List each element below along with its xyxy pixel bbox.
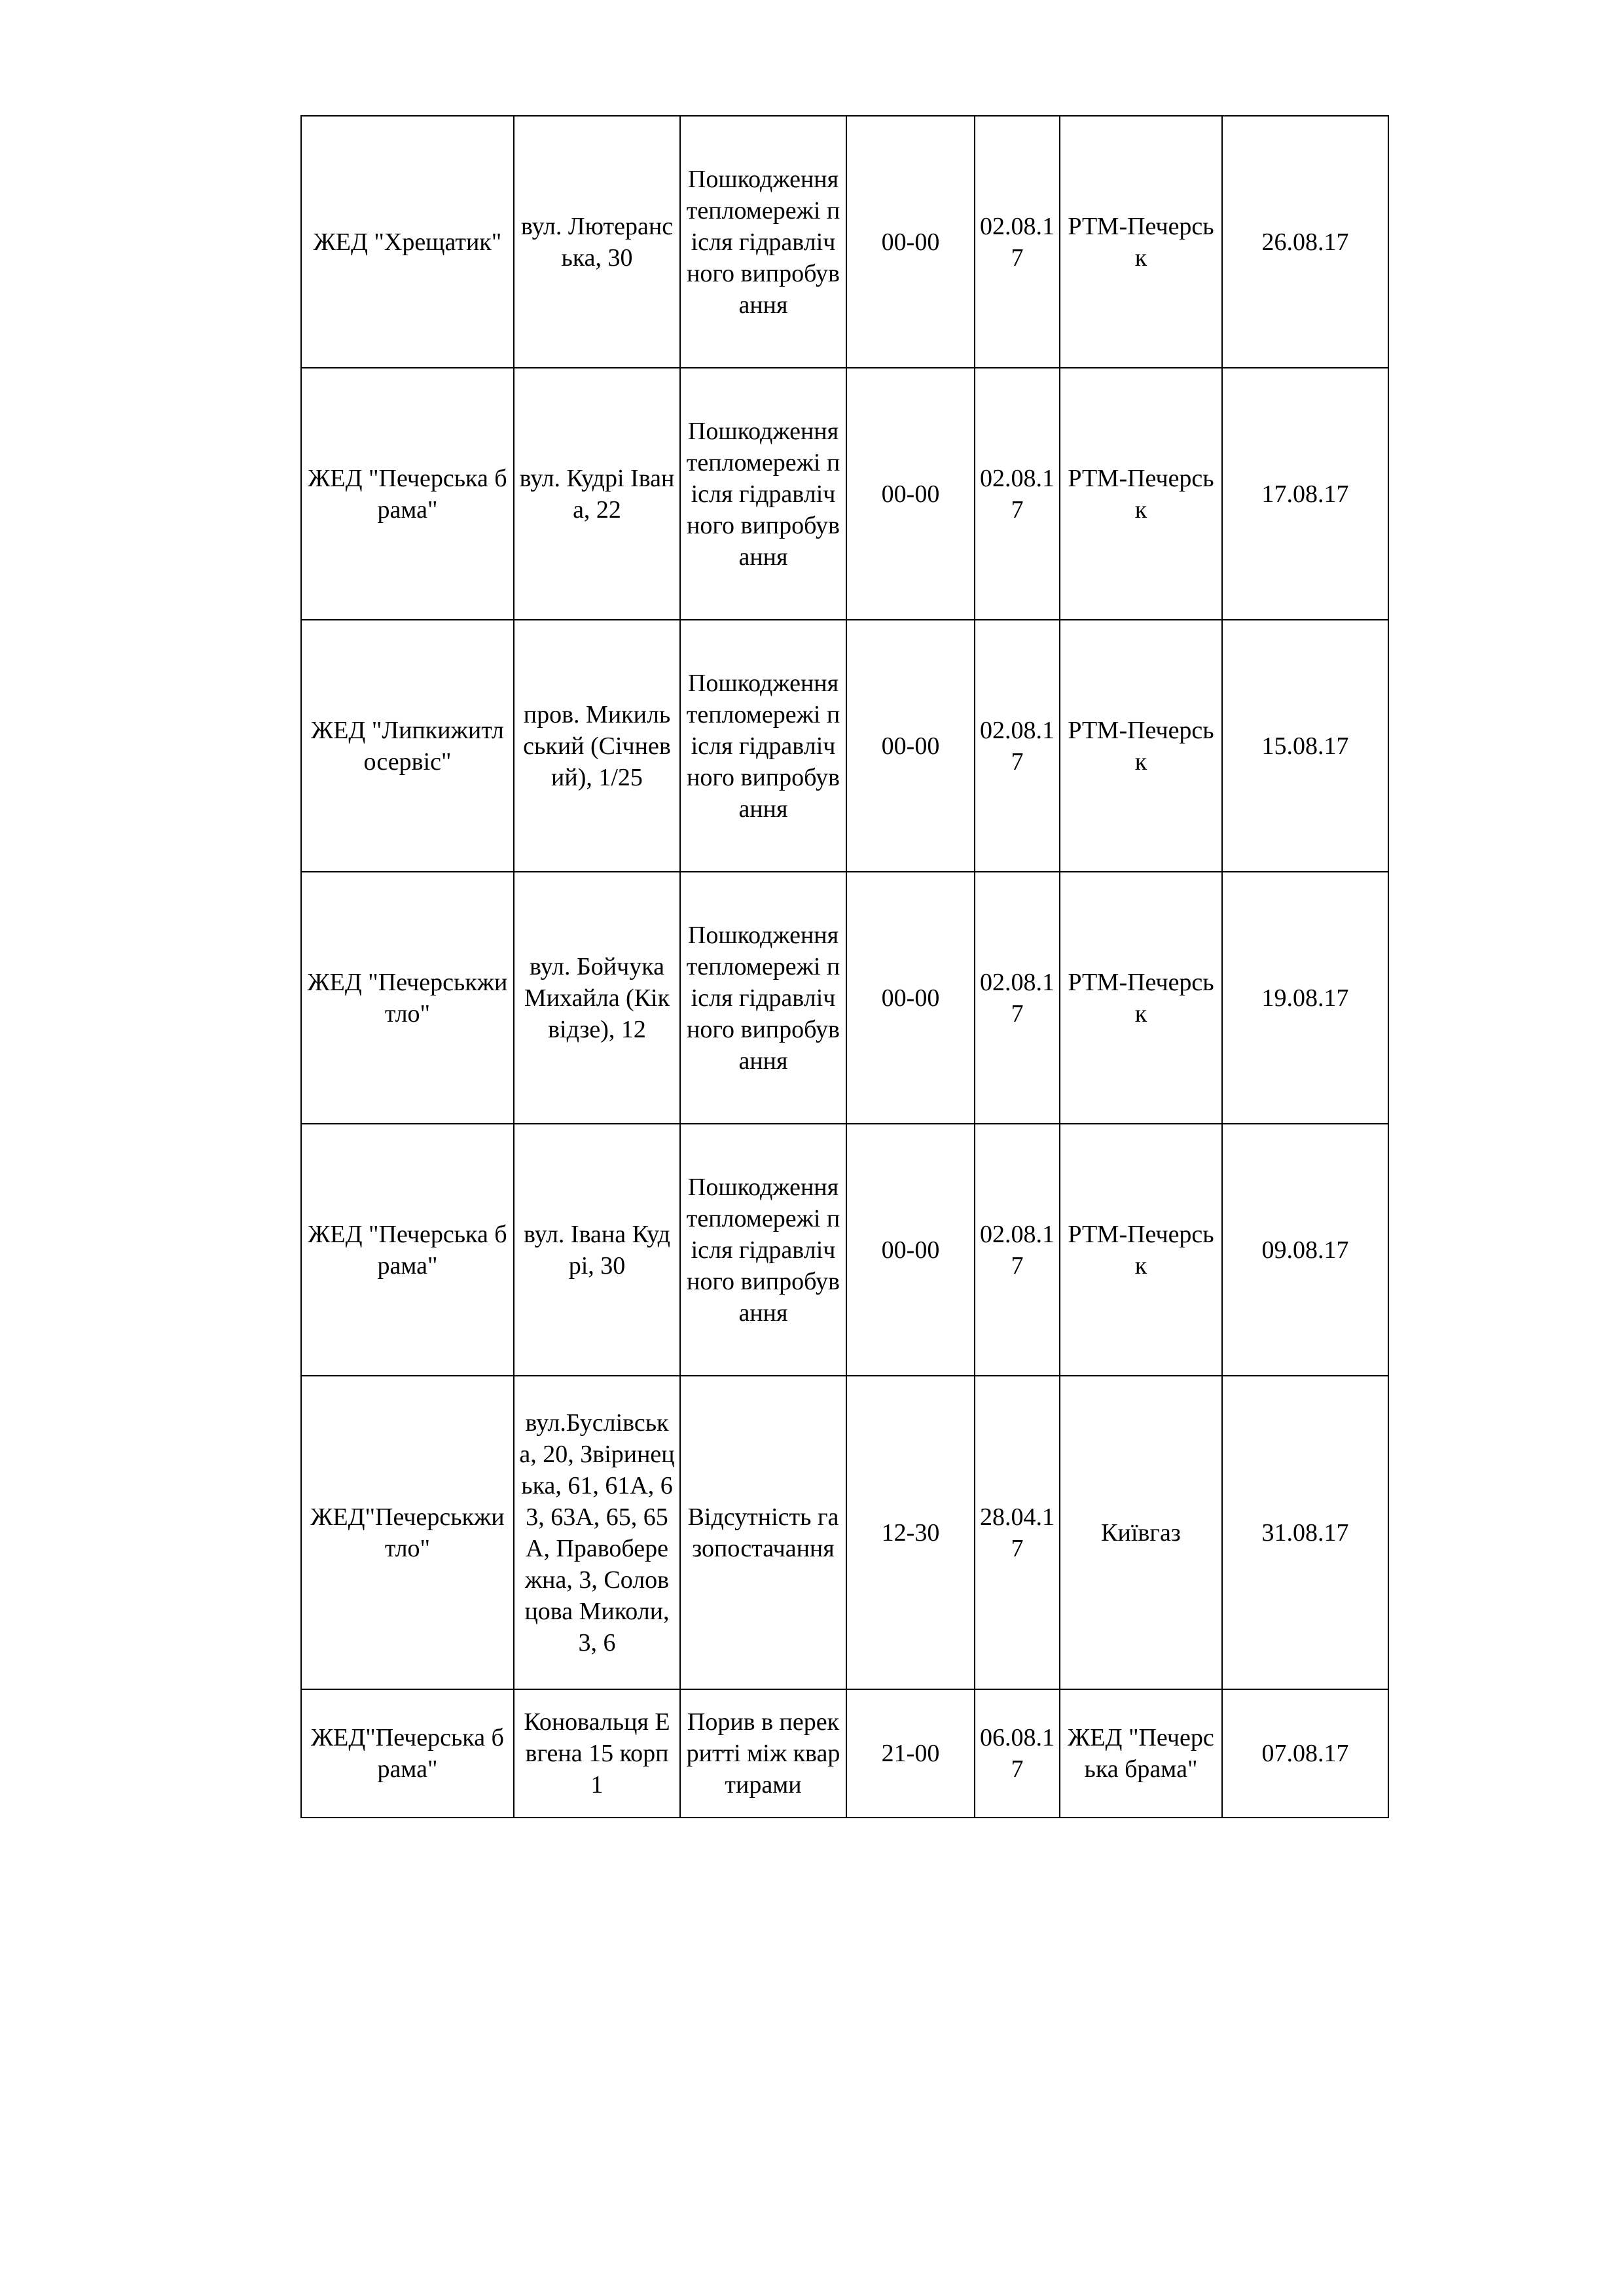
reason-cell: Пошкодження тепломережі після гідравлічного випробування <box>680 368 846 620</box>
organization-cell: ЖЕД "Хрещатик" <box>301 116 514 368</box>
executor-cell: ЖЕД "Печерська брама" <box>1060 1689 1222 1818</box>
organization-cell: ЖЕД "Печерська брама" <box>301 368 514 620</box>
executor-cell: Київгаз <box>1060 1376 1222 1689</box>
table-row <box>301 116 1388 368</box>
date-from-cell: 02.08.17 <box>975 368 1060 620</box>
date-from-cell: 02.08.17 <box>975 872 1060 1124</box>
date-from-cell: 02.08.17 <box>975 116 1060 368</box>
organization-cell: ЖЕД"Печерська брама" <box>301 1689 514 1818</box>
time-cell: 00-00 <box>846 116 975 368</box>
table-row <box>301 872 1388 1124</box>
date-from-cell: 02.08.17 <box>975 620 1060 872</box>
outages-table <box>300 115 1389 1818</box>
date-to-cell: 31.08.17 <box>1222 1376 1388 1689</box>
executor-cell: РТМ-Печерськ <box>1060 368 1222 620</box>
date-to-cell: 19.08.17 <box>1222 872 1388 1124</box>
date-to-cell: 09.08.17 <box>1222 1124 1388 1376</box>
reason-cell: Пошкодження тепломережі після гідравлічного випробування <box>680 620 846 872</box>
organization-cell: ЖЕД "Липкижитлосервіс" <box>301 620 514 872</box>
address-cell: Коновальця Евгена 15 корп 1 <box>514 1689 680 1818</box>
reason-cell: Відсутність газопостачання <box>680 1376 846 1689</box>
table-row <box>301 1124 1388 1376</box>
address-cell: вул.Буслівська, 20, Звіринецька, 61, 61А, 63, 63А, 65, 65А, Правобережна, 3, Соловцова Миколи, 3, 6 <box>514 1376 680 1689</box>
executor-cell: РТМ-Печерськ <box>1060 116 1222 368</box>
address-cell: вул. Кудрі Івана, 22 <box>514 368 680 620</box>
time-cell: 00-00 <box>846 1124 975 1376</box>
executor-cell: РТМ-Печерськ <box>1060 1124 1222 1376</box>
executor-cell: РТМ-Печерськ <box>1060 620 1222 872</box>
table-row <box>301 1376 1388 1689</box>
time-cell: 00-00 <box>846 620 975 872</box>
date-from-cell: 02.08.17 <box>975 1124 1060 1376</box>
organization-cell: ЖЕД "Печерська брама" <box>301 1124 514 1376</box>
address-cell: вул. Бойчука Михайла (Кіквідзе), 12 <box>514 872 680 1124</box>
reason-cell: Пошкодження тепломережі після гідравлічного випробування <box>680 872 846 1124</box>
address-cell: вул. Лютеранська, 30 <box>514 116 680 368</box>
reason-cell: Порив в перекритті між квартирами <box>680 1689 846 1818</box>
time-cell: 21-00 <box>846 1689 975 1818</box>
time-cell: 00-00 <box>846 872 975 1124</box>
date-to-cell: 15.08.17 <box>1222 620 1388 872</box>
address-cell: вул. Івана Кудрі, 30 <box>514 1124 680 1376</box>
time-cell: 00-00 <box>846 368 975 620</box>
reason-cell: Пошкодження тепломережі після гідравлічного випробування <box>680 1124 846 1376</box>
date-from-cell: 28.04.17 <box>975 1376 1060 1689</box>
table-row <box>301 368 1388 620</box>
address-cell: пров. Микильський (Січневий), 1/25 <box>514 620 680 872</box>
organization-cell: ЖЕД"Печерськжитло" <box>301 1376 514 1689</box>
date-to-cell: 26.08.17 <box>1222 116 1388 368</box>
executor-cell: РТМ-Печерськ <box>1060 872 1222 1124</box>
date-to-cell: 07.08.17 <box>1222 1689 1388 1818</box>
reason-cell: Пошкодження тепломережі після гідравлічного випробування <box>680 116 846 368</box>
time-cell: 12-30 <box>846 1376 975 1689</box>
table-row <box>301 620 1388 872</box>
date-from-cell: 06.08.17 <box>975 1689 1060 1818</box>
organization-cell: ЖЕД "Печерськжитло" <box>301 872 514 1124</box>
table-row <box>301 1689 1388 1818</box>
date-to-cell: 17.08.17 <box>1222 368 1388 620</box>
